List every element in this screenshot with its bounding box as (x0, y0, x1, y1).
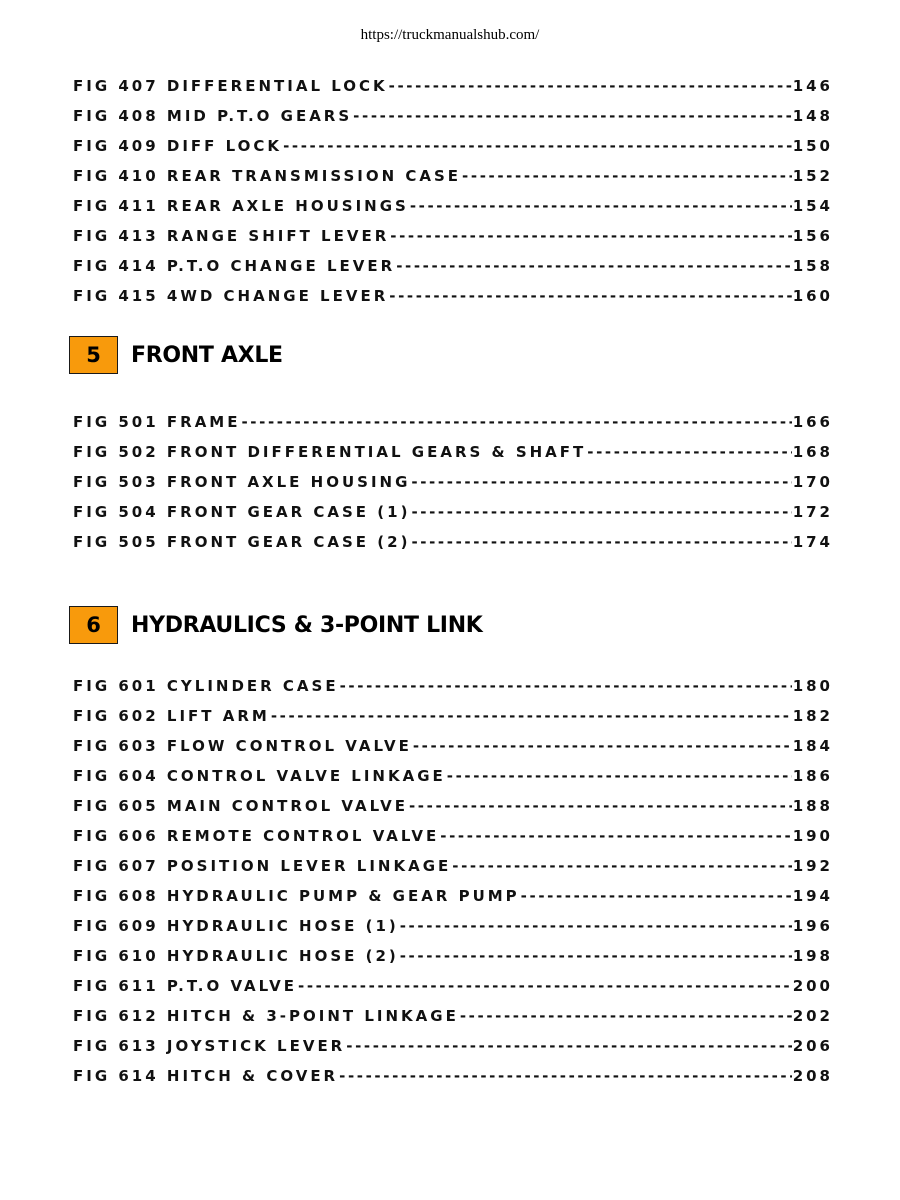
toc-entry[interactable] (73, 975, 833, 997)
toc-entry-label: FIG 503 FRONT AXLE HOUSING (73, 473, 411, 491)
toc-entry[interactable] (73, 501, 833, 523)
section-title: FRONT AXLE (131, 342, 283, 368)
toc-entry-page: 208 (792, 1067, 833, 1085)
toc-entry-page: 148 (792, 107, 833, 125)
toc-entry-label: FIG 505 FRONT GEAR CASE (2) (73, 533, 411, 551)
toc-entry-label: FIG 602 LIFT ARM (73, 707, 270, 725)
toc-entry-page: 188 (792, 797, 833, 815)
toc-entry-label: FIG 601 CYLINDER CASE (73, 677, 339, 695)
toc-entry[interactable] (73, 765, 833, 787)
toc-entry[interactable] (73, 255, 833, 277)
toc-entry-label: FIG 413 RANGE SHIFT LEVER (73, 227, 390, 245)
toc-entry[interactable] (73, 795, 833, 817)
toc-entry-label: FIG 409 DIFF LOCK (73, 137, 283, 155)
toc-entry-label: FIG 611 P.T.O VALVE (73, 977, 298, 995)
toc-entry-page: 206 (792, 1037, 833, 1055)
toc-entry-page: 186 (792, 767, 833, 785)
section-number-badge: 5 (69, 336, 118, 374)
toc-entry-label: FIG 606 REMOTE CONTROL VALVE (73, 827, 440, 845)
dot-leader (452, 857, 791, 875)
toc-entry-page: 170 (792, 473, 833, 491)
dot-leader (411, 533, 791, 551)
toc-entry-page: 180 (792, 677, 833, 695)
dot-leader (283, 137, 792, 155)
toc-entry-label: FIG 612 HITCH & 3-POINT LINKAGE (73, 1007, 459, 1025)
toc-entry[interactable] (73, 471, 833, 493)
dot-leader (462, 167, 792, 185)
dot-leader (298, 977, 792, 995)
toc-entry-label: FIG 408 MID P.T.O GEARS (73, 107, 353, 125)
toc-entry-label: FIG 414 P.T.O CHANGE LEVER (73, 257, 396, 275)
toc-entry-label: FIG 415 4WD CHANGE LEVER (73, 287, 389, 305)
section-heading-hydraulics (69, 605, 483, 645)
dot-leader (389, 77, 792, 95)
source-url[interactable]: https://truckmanualshub.com/ (360, 27, 540, 43)
toc-entry-page: 184 (792, 737, 833, 755)
dot-leader (390, 227, 791, 245)
dot-leader (460, 1007, 792, 1025)
toc-entry[interactable] (73, 195, 833, 217)
toc-entry-page: 198 (792, 947, 833, 965)
toc-entry-label: FIG 614 HITCH & COVER (73, 1067, 339, 1085)
toc-entry-label: FIG 607 POSITION LEVER LINKAGE (73, 857, 452, 875)
toc-entry-page: 158 (792, 257, 833, 275)
dot-leader (339, 1067, 792, 1085)
dot-leader (521, 887, 792, 905)
toc-entry-page: 150 (792, 137, 833, 155)
toc-entry-page: 190 (792, 827, 833, 845)
toc-entry-page: 174 (792, 533, 833, 551)
dot-leader (410, 197, 792, 215)
toc-entry[interactable] (73, 411, 833, 433)
toc-entry-page: 168 (792, 443, 833, 461)
dot-leader (411, 473, 791, 491)
toc-entry[interactable] (73, 1035, 833, 1057)
toc-entry-label: FIG 604 CONTROL VALVE LINKAGE (73, 767, 446, 785)
toc-entry[interactable] (73, 945, 833, 967)
toc-entry[interactable] (73, 1065, 833, 1087)
toc-entry[interactable] (73, 915, 833, 937)
toc-entry-page: 192 (792, 857, 833, 875)
toc-entry[interactable] (73, 885, 833, 907)
dot-leader (353, 107, 792, 125)
toc-entry[interactable] (73, 855, 833, 877)
toc-entry-label: FIG 609 HYDRAULIC HOSE (1) (73, 917, 399, 935)
toc-entry-label: FIG 407 DIFFERENTIAL LOCK (73, 77, 388, 95)
toc-entry[interactable] (73, 735, 833, 757)
toc-entry-page: 152 (792, 167, 833, 185)
toc-entry-page: 160 (792, 287, 833, 305)
section-heading-front-axle (69, 335, 283, 375)
dot-leader (440, 827, 791, 845)
toc-entry-label: FIG 411 REAR AXLE HOUSINGS (73, 197, 409, 215)
toc-entry-page: 196 (792, 917, 833, 935)
toc-entry-label: FIG 605 MAIN CONTROL VALVE (73, 797, 408, 815)
toc-entry[interactable] (73, 531, 833, 553)
toc-entry-page: 146 (792, 77, 833, 95)
toc-entry[interactable] (73, 285, 833, 307)
dot-leader (396, 257, 792, 275)
toc-entry-label: FIG 603 FLOW CONTROL VALVE (73, 737, 412, 755)
toc-entry-label: FIG 613 JOYSTICK LEVER (73, 1037, 346, 1055)
toc-entry[interactable] (73, 705, 833, 727)
toc-entry[interactable] (73, 135, 833, 157)
toc-entry-label: FIG 608 HYDRAULIC PUMP & GEAR PUMP (73, 887, 520, 905)
toc-entry-page: 156 (792, 227, 833, 245)
dot-leader (340, 677, 792, 695)
toc-entry-page: 202 (792, 1007, 833, 1025)
toc-entry[interactable] (73, 105, 833, 127)
toc-entry-page: 166 (792, 413, 833, 431)
dot-leader (587, 443, 791, 461)
toc-entry-label: FIG 501 FRAME (73, 413, 241, 431)
toc-entry-label: FIG 610 HYDRAULIC HOSE (2) (73, 947, 399, 965)
dot-leader (400, 917, 792, 935)
toc-entry-page: 182 (792, 707, 833, 725)
toc-entry-page: 200 (792, 977, 833, 995)
dot-leader (409, 797, 792, 815)
toc-entry-page: 172 (792, 503, 833, 521)
dot-leader (447, 767, 792, 785)
dot-leader (346, 1037, 791, 1055)
toc-entry-label: FIG 410 REAR TRANSMISSION CASE (73, 167, 462, 185)
section-title: HYDRAULICS & 3-POINT LINK (131, 612, 483, 638)
dot-leader (241, 413, 791, 431)
toc-entry[interactable] (73, 75, 833, 97)
dot-leader (271, 707, 792, 725)
dot-leader (400, 947, 792, 965)
toc-entry-page: 194 (792, 887, 833, 905)
toc-entry-label: FIG 502 FRONT DIFFERENTIAL GEARS & SHAFT (73, 443, 587, 461)
toc-entry[interactable] (73, 225, 833, 247)
section-number-badge: 6 (69, 606, 118, 644)
toc-entry-page: 154 (792, 197, 833, 215)
toc-entry-label: FIG 504 FRONT GEAR CASE (1) (73, 503, 411, 521)
toc-entry[interactable] (73, 441, 833, 463)
toc-entry[interactable] (73, 1005, 833, 1027)
toc-entry[interactable] (73, 825, 833, 847)
dot-leader (411, 503, 791, 521)
toc-entry[interactable] (73, 165, 833, 187)
toc-entry[interactable] (73, 675, 833, 697)
dot-leader (389, 287, 791, 305)
dot-leader (413, 737, 792, 755)
